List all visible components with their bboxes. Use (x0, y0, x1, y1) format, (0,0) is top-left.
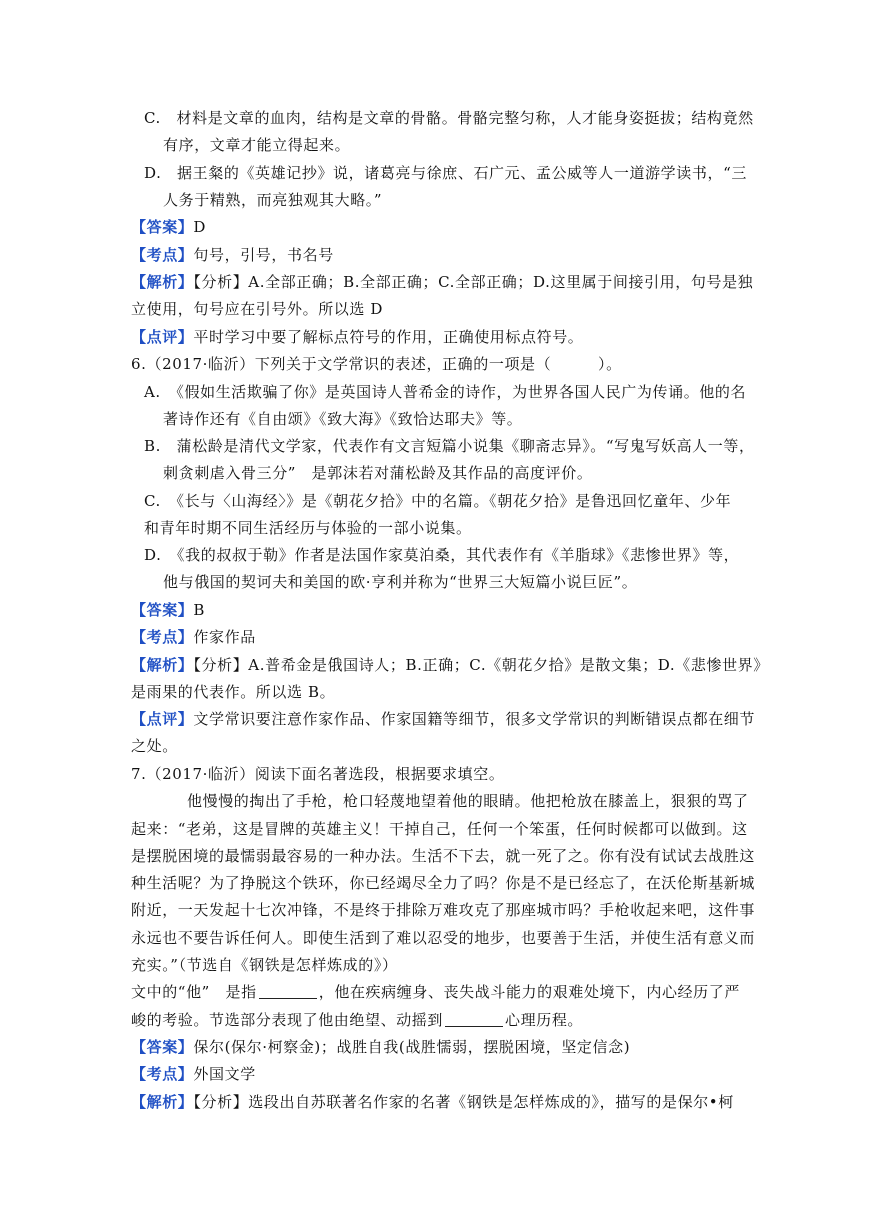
q6-option-d-line2: 他与俄国的契诃夫和美国的欧·亨利并称为“世界三大短篇小说巨匠”。 (163, 573, 638, 591)
fill-blank-2[interactable] (445, 1012, 503, 1027)
analysis-tag: 【解析】 (131, 273, 194, 291)
q6-option-a-line2: 著诗作还有《自由颂》《致大海》《致恰达耶夫》等。 (163, 410, 523, 428)
q5-option-c-line2: 有序，文章才能立得起来。 (163, 136, 351, 154)
answer-tag: 【答案】 (131, 601, 194, 619)
answer-text: 保尔(保尔·柯察金)；战胜自我(战胜懦弱，摆脱困境，坚定信念) (193, 1038, 631, 1056)
q7-question-line2 (131, 1010, 583, 1030)
point-tag: 【考点】 (131, 246, 194, 264)
question-text: 峻的考验。节选部分表现了他由绝望、动摇到 (131, 1011, 444, 1029)
q7-passage-line2: 起来：“老弟，这是冒牌的英雄主义！干掉自己，任何一个笨蛋，任何时候都可以做到。这 (131, 820, 748, 838)
analysis-text: 【分析】A.全部正确；B.全部正确；C.全部正确；D.这里属于间接引用，句号是独 (193, 273, 754, 291)
q6-option-c-line1: C. 《长与〈山海经〉》是《朝花夕拾》中的名篇。《朝花夕拾》是鲁迅回忆童年、少年 (144, 492, 732, 510)
point-tag: 【考点】 (131, 1065, 194, 1083)
comment-text: 平时学习中要了解标点符号的作用，正确使用标点符号。 (193, 328, 584, 346)
analysis-tag: 【解析】 (131, 1093, 194, 1111)
q5-option-d-line2: 人务于精熟，而亮独观其大略。” (163, 191, 383, 209)
q7-question-line1 (131, 982, 740, 1002)
q5-analysis (131, 272, 753, 292)
q5-analysis-line2: 立使用，句号应在引号外。所以选 D (131, 300, 383, 318)
analysis-text: 【分析】A.普希金是俄国诗人；B.正确；C.《朝花夕拾》是散文集；D.《悲惨世界》 (193, 656, 769, 674)
q6-stem: 6.（2017·临沂）下列关于文学常识的表述，正确的一项是（ ）。 (131, 355, 622, 373)
point-text: 作家作品 (193, 628, 256, 646)
q6-analysis-line2: 是雨果的代表作。所以选 B。 (131, 683, 336, 701)
q7-passage-line1: 他慢慢的掏出了手枪，枪口轻蔑地望着他的眼睛。他把枪放在膝盖上，狠狠的骂了 (187, 792, 749, 810)
q6-analysis (131, 655, 769, 675)
q7-passage-line7: 充实。”（节选自《钢铁是怎样炼成的》） (131, 956, 398, 974)
point-text: 外国文学 (193, 1065, 256, 1083)
q6-option-b-line1: B. 蒲松龄是清代文学家，代表作有文言短篇小说集《聊斋志异》。“写鬼写妖高人一等， (144, 437, 755, 455)
q7-analysis (131, 1092, 734, 1112)
question-text: ，他在疾病缠身、丧失战斗能力的艰难处境下，内心经历了严 (318, 983, 740, 1001)
q6-option-a-line1: A. 《假如生活欺骗了你》是英国诗人普希金的诗作，为世界各国人民广为传诵。他的名 (144, 383, 747, 401)
fill-blank-1[interactable] (259, 984, 317, 999)
question-text: 文中的“他” 是指 (131, 983, 257, 1001)
q5-comment (131, 327, 583, 347)
analysis-text: 【分析】选段出自苏联著名作家的名著《钢铁是怎样炼成的》，描写的是保尔•柯 (193, 1093, 734, 1111)
q7-passage-line5: 附近，一天发起十七次冲锋，不是终于排除万难攻克了那座城市吗？手枪收起来吧，这件事 (131, 901, 756, 919)
q6-answer (131, 600, 205, 620)
q7-stem: 7.（2017·临沂）阅读下面名著选段，根据要求填空。 (131, 765, 505, 783)
answer-text: D (193, 218, 207, 236)
q6-comment-line2: 之处。 (131, 737, 178, 755)
q6-option-b-line2: 刺贪刺虐入骨三分” 是郭沫若对蒲松龄及其作品的高度评价。 (163, 464, 593, 482)
point-tag: 【考点】 (131, 628, 194, 646)
comment-tag: 【点评】 (131, 710, 194, 728)
answer-text: B (193, 601, 206, 619)
q7-answer (131, 1037, 630, 1057)
analysis-tag: 【解析】 (131, 656, 194, 674)
q5-answer (131, 217, 206, 237)
point-text: 句号，引号，书名号 (193, 246, 334, 264)
q6-option-d-line1: D. 《我的叔叔于勒》作者是法国作家莫泊桑，其代表作有《羊脂球》《悲惨世界》等， (144, 546, 740, 564)
answer-tag: 【答案】 (131, 1038, 194, 1056)
question-text: 心理历程。 (505, 1011, 584, 1029)
q7-passage-line6: 永远也不要告诉任何人。即使生活到了难以忍受的地步，也要善于生活，并使生活有意义而 (131, 929, 756, 947)
q6-option-c-line2: 和青年时期不同生活经历与体验的一部小说集。 (144, 519, 472, 537)
q7-passage-line3: 是摆脱困境的最懦弱最容易的一种办法。生活不下去，就一死了之。你有没有试试去战胜这 (131, 847, 756, 865)
q6-comment (131, 709, 755, 729)
q5-option-d-line1: D. 据王粲的《英雄记抄》说，诸葛亮与徐庶、石广元、孟公威等人一道游学读书，“三 (144, 164, 747, 182)
comment-text: 文学常识要注意作家作品、作家国籍等细节，很多文学常识的判断错误点都在细节 (193, 710, 756, 728)
q7-point (131, 1064, 256, 1084)
q6-point (131, 627, 256, 647)
q7-passage-line4: 种生活呢？为了挣脱这个铁环，你已经竭尽全力了吗？你是不是已经忘了，在沃伦斯基新城 (131, 874, 756, 892)
q5-point (131, 245, 334, 265)
comment-tag: 【点评】 (131, 328, 194, 346)
q5-option-c-line1: C. 材料是文章的血肉，结构是文章的骨骼。骨骼完整匀称，人才能身姿挺拔；结构竟然 (144, 109, 754, 127)
answer-tag: 【答案】 (131, 218, 194, 236)
